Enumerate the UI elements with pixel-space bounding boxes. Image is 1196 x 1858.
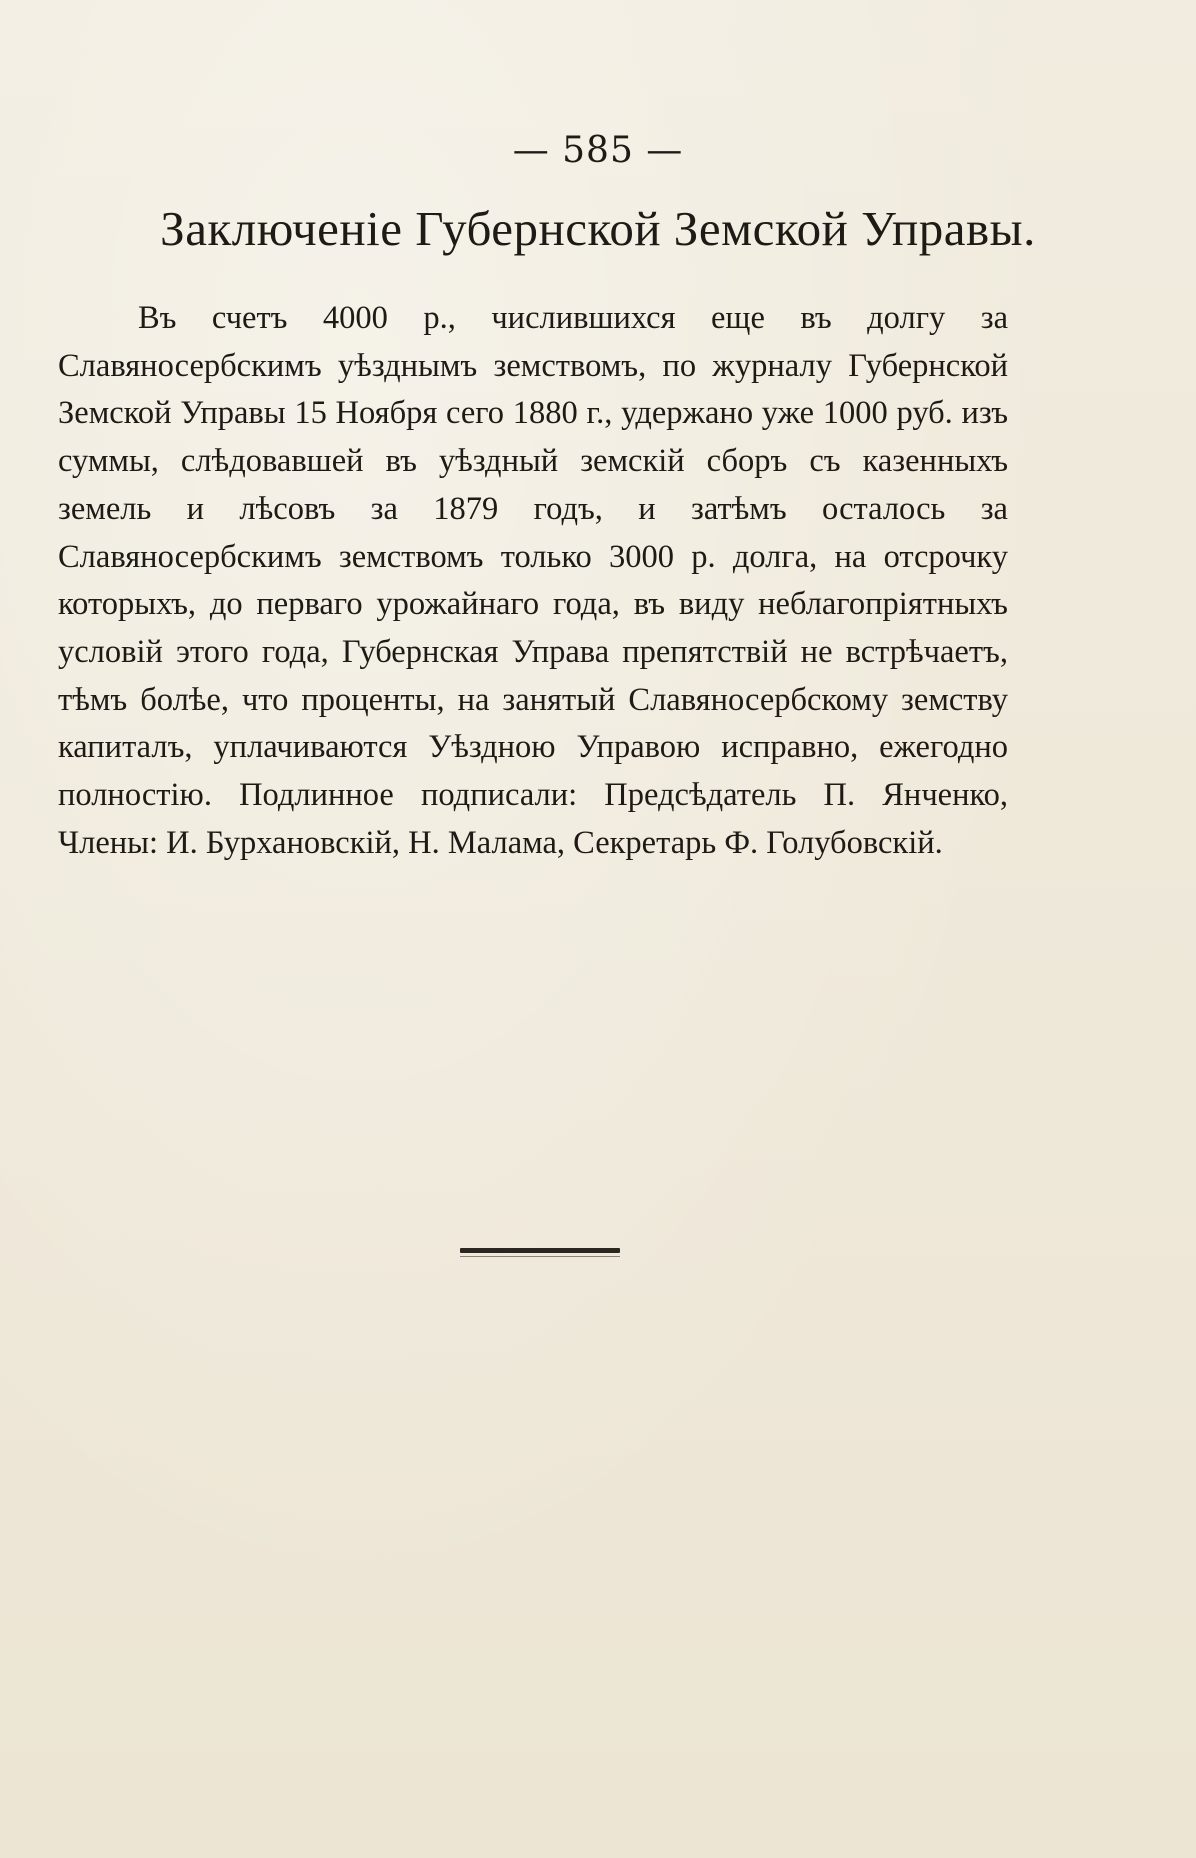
page-number: — 585 — — [512, 130, 684, 171]
body-paragraph: Въ счетъ 4000 р., числившихся еще въ долгу за Славяносербскимъ уѣзднымъ земствомъ, по журналу Губернской Земской Управы 15 Ноября сего 1880 г., удержано уже 1000 руб. изъ суммы, слѣдовавшей въ уѣздный земскій сборъ съ казенныхъ земель и лѣсовъ за 1879 годъ, и затѣмъ осталось за Славяносербскимъ земствомъ только 3000 р. долга, на отсрочку которыхъ, до перваго урожайнаго года, въ виду неблагопріятныхъ условій этого года, Губернская Управа препятствій не встрѣчаетъ, тѣмъ болѣе, что проценты, на занятый Славяносербскому земству капиталъ, уплачиваются Уѣздною Управою исправно, ежегодно полностію. Подлинное подписали: Предсѣдатель П. Янченко, Члены: И. Бурхановскій, Н. Малама, Секретарь Ф. Голубовскій. — [58, 300, 1008, 861]
section-title: Заключеніе Губернской Земской Управы. — [160, 201, 1036, 256]
section-divider — [460, 1248, 620, 1253]
